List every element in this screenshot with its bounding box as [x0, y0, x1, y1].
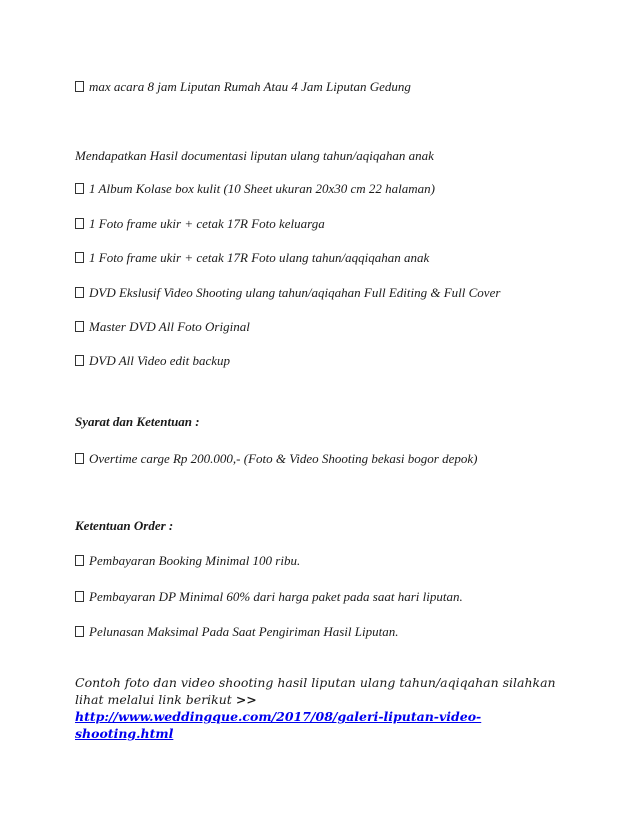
list-item-text: 1 Foto frame ukir + cetak 17R Foto ulang tahun/aqqiqahan anak	[89, 250, 430, 265]
list-item-overtime	[75, 451, 477, 467]
bullet-box-icon	[75, 287, 84, 298]
closing-text: Contoh foto dan video shooting hasil liputan ulang tahun/aqiqahan silahkan lihat melalui link berikut	[75, 675, 556, 707]
bullet-box-icon	[75, 183, 84, 194]
list-item-text: max acara 8 jam Liputan Rumah Atau 4 Jam Liputan Gedung	[89, 79, 411, 94]
list-item-pelunasan	[75, 624, 398, 640]
list-item-text: 1 Album Kolase box kulit (10 Sheet ukuran 20x30 cm 22 halaman)	[89, 181, 436, 196]
list-item-foto-keluarga	[75, 216, 325, 232]
list-item-text: 1 Foto frame ukir + cetak 17R Foto keluarga	[89, 216, 325, 231]
bullet-box-icon	[75, 81, 84, 92]
order-heading: Ketentuan Order :	[75, 518, 174, 533]
intro-text: Mendapatkan Hasil documentasi liputan ulang tahun/aqiqahan anak	[75, 148, 434, 163]
list-item-text: Overtime carge Rp 200.000,- (Foto & Video Shooting bekasi bogor depok)	[89, 451, 478, 466]
link-arrow: >>	[235, 692, 257, 707]
bullet-box-icon	[75, 626, 84, 637]
list-item-text: Pelunasan Maksimal Pada Saat Pengiriman Hasil Liputan.	[89, 624, 399, 639]
list-item-max-acara	[75, 79, 411, 95]
list-item-album	[75, 181, 435, 197]
bullet-box-icon	[75, 355, 84, 366]
list-item-dp	[75, 589, 463, 605]
list-item-text: Master DVD All Foto Original	[89, 319, 250, 334]
bullet-box-icon	[75, 218, 84, 229]
closing-paragraph	[75, 674, 565, 742]
bullet-box-icon	[75, 453, 84, 464]
bullet-box-icon	[75, 252, 84, 263]
syarat-heading: Syarat dan Ketentuan :	[75, 414, 200, 429]
list-item-text: Pembayaran Booking Minimal 100 ribu.	[89, 553, 301, 568]
list-item-foto-ulang-tahun	[75, 250, 429, 266]
list-item-booking	[75, 553, 300, 569]
bullet-box-icon	[75, 321, 84, 332]
list-item-dvd-video	[75, 285, 500, 301]
galeri-link[interactable]: http://www.weddingque.com/2017/08/galeri-liputan-video-shooting.html	[75, 709, 482, 741]
bullet-box-icon	[75, 555, 84, 566]
list-item-master-dvd	[75, 319, 250, 335]
list-item-dvd-backup	[75, 353, 230, 369]
list-item-text: DVD All Video edit backup	[89, 353, 231, 368]
list-item-text: Pembayaran DP Minimal 60% dari harga paket pada saat hari liputan.	[89, 589, 463, 604]
bullet-box-icon	[75, 591, 84, 602]
list-item-text: DVD Ekslusif Video Shooting ulang tahun/aqiqahan Full Editing & Full Cover	[89, 285, 501, 300]
